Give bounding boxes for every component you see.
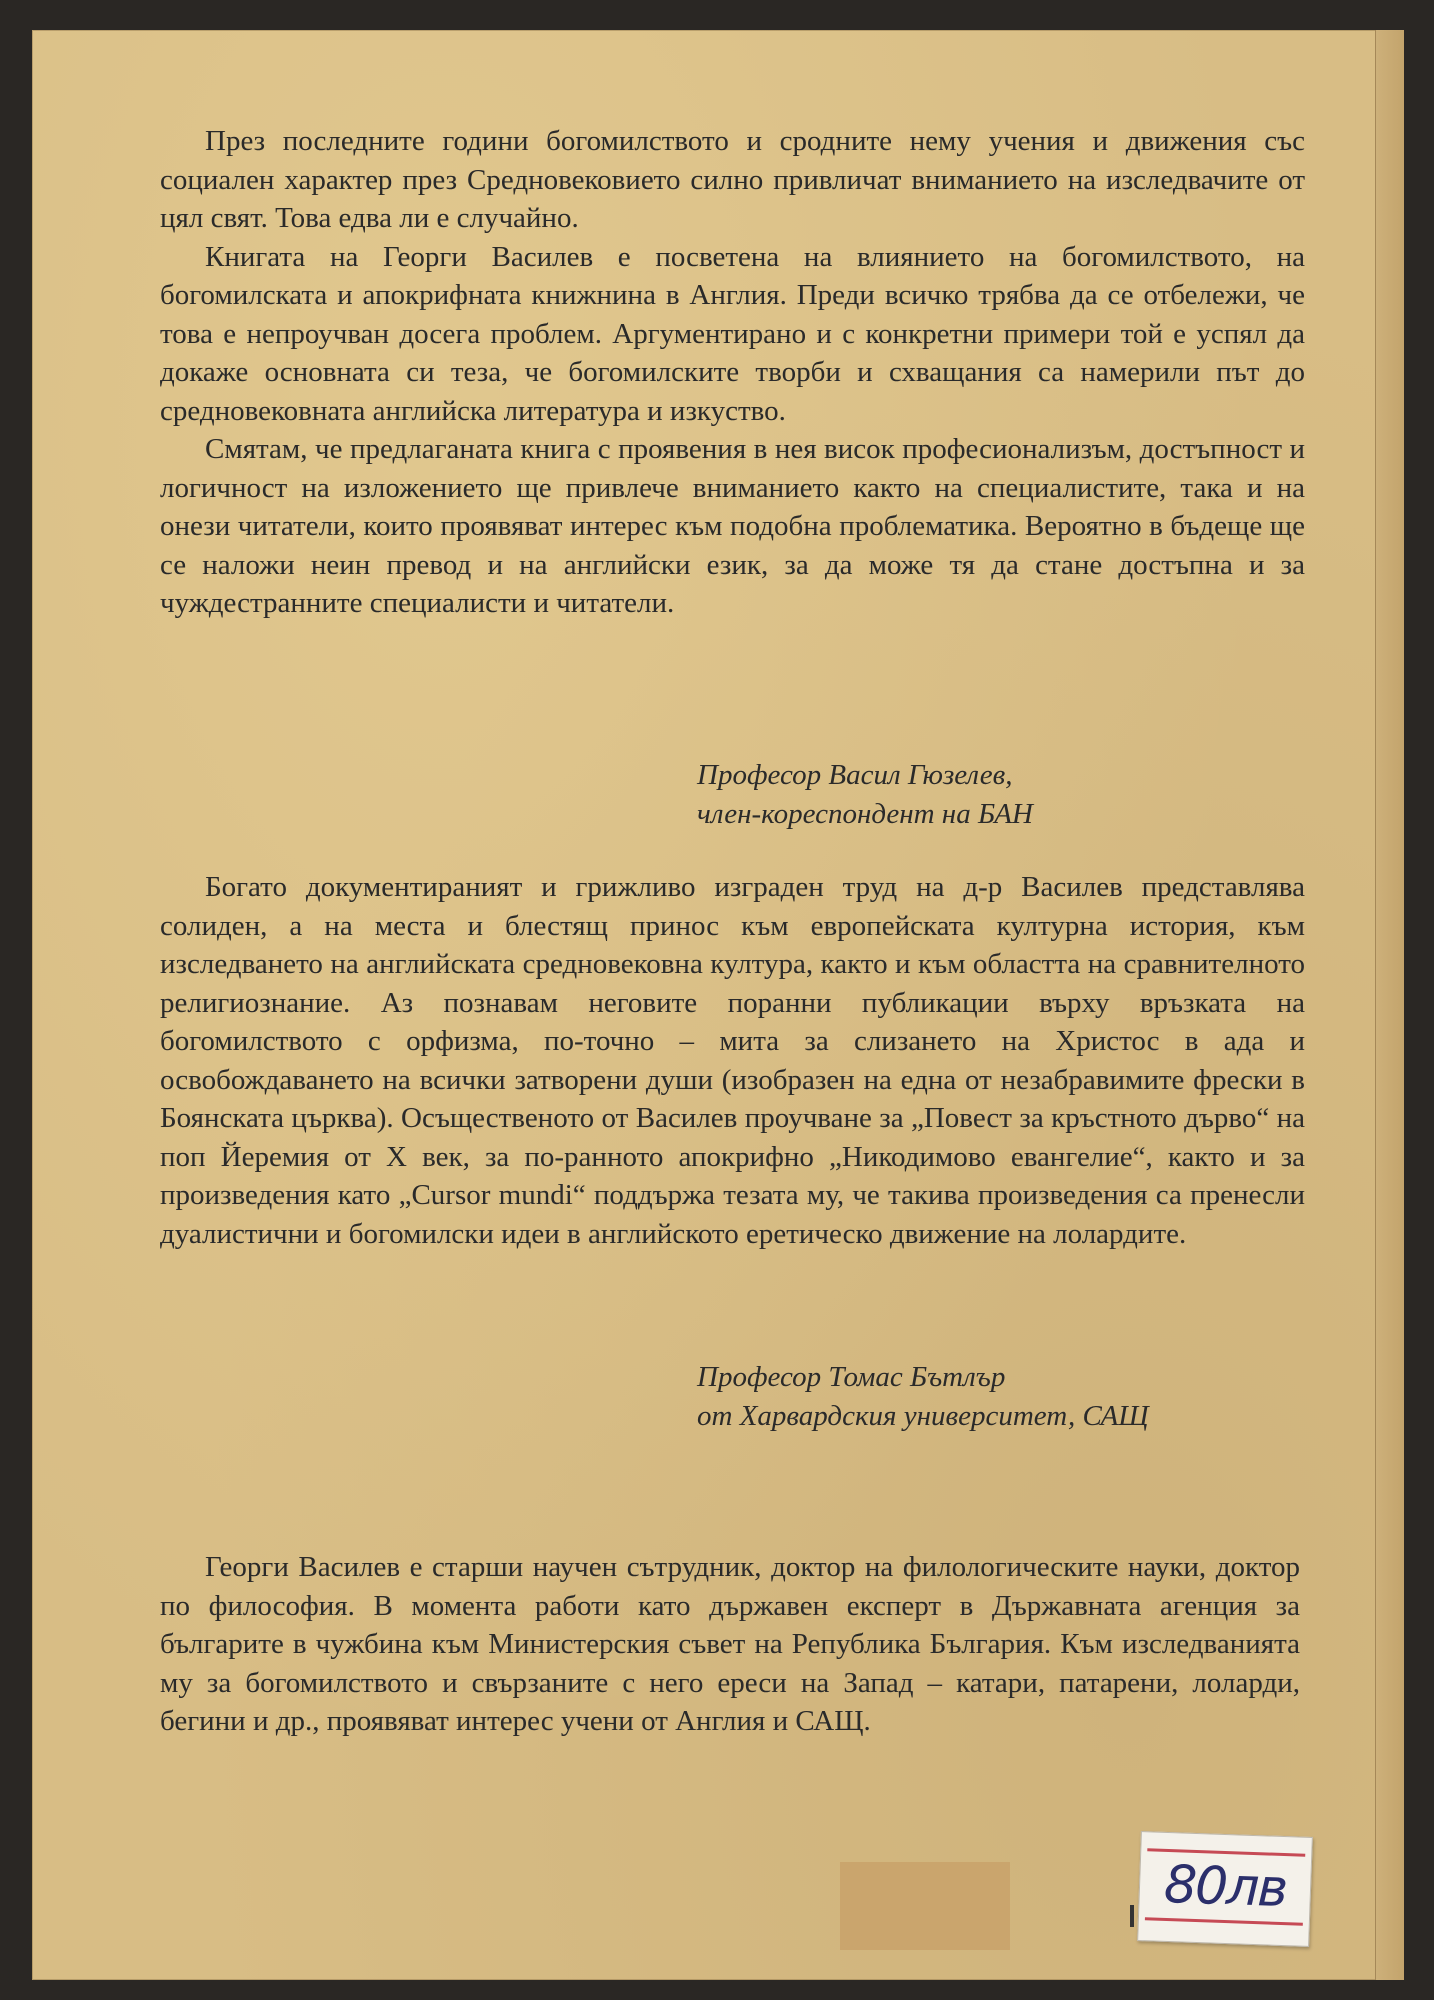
review-1-signature: [697, 756, 1033, 833]
review-1-text: [160, 122, 1305, 623]
price-text: 80лв: [1163, 1854, 1288, 1920]
page-edge: [1375, 30, 1404, 1980]
review-1-signature-title: член-кореспондент на БАН: [697, 797, 1033, 830]
cover-stain: [840, 1862, 1010, 1950]
review-2-text: [160, 868, 1305, 1253]
barcode-fragment: [1130, 1905, 1134, 1927]
review-2-signature: [697, 1358, 1149, 1435]
review-1-paragraph-2: Книгата на Георги Василев е посветена на влиянието на богомилството, на богомилската и апокрифната книжнина в Англия. Преди всичко трябва да се отбележи, че това е непроучван досега проблем. Аргументирано и с конкретни примери той е успял да докаже основната си теза, че богомилските творби и схващания са намерили път до средновековната английска литература и изкуство.: [160, 240, 1305, 427]
review-2-paragraph-1: Богато документираният и грижливо изграден труд на д-р Василев представлява солиден, а на места и блестящ принос към европейската културна история, към изследването на английската средновековна култура, както и към областта на сравнителното религиознание. Аз познавам неговите поранни публикации върху връзката на богомилството с орфизма, по-точно – мита за слизането на Христос в ада и освобождаването на всички затворени души (изобразен на една от незабравимите фрески в Боянската църква). Осъщественото от Василев проучване за „Повест за кръстното дърво“ на поп Йеремия от X век, за по-ранното апокрифно „Никодимово евангелие“, както и за произведения като „Cursor mundi“ поддържа тезата му, че такива произведения са пренесли дуалистични и богомилски идеи в английското еретическо движение на лолардите.: [160, 871, 1305, 1250]
author-bio: [160, 1548, 1300, 1741]
review-2-signature-name: Професор Томас Бътлър: [697, 1361, 1006, 1393]
review-2-signature-title: от Харвардския университет, САЩ: [697, 1399, 1149, 1432]
review-1-signature-name: Професор Васил Гюзелев,: [697, 759, 1013, 791]
author-bio-paragraph: Георги Василев е старши научен сътрудник, доктор на филологическите науки, доктор по философия. В момента работи като държавен експерт в Държавната агенция за българите в чужбина към Министерския съвет на Република България. Към изследванията му за богомилството и свързаните с него ереси на Запад – катари, патарени, лоларди, бегини и др., проявяват интерес учени от Англия и САЩ.: [160, 1551, 1300, 1737]
price-sticker: [1137, 1831, 1313, 1947]
review-1-paragraph-3: Смятам, че предлаганата книга с проявения в нея висок професионализъм, достъпност и логичност на изложението ще привлече вниманието както на специалистите, така и на онези читатели, които проявяват интерес към подобна проблематика. Вероятно в бъдеще ще се наложи неин превод и на английски език, за да може тя да стане достъпна и за чуждестранните специалисти и читатели.: [160, 433, 1305, 619]
review-1-paragraph-1: През последните години богомилството и сродните нему учения и движения със социален характер през Средновековието силно привличат вниманието на изследвачите от цял свят. Това едва ли е случайно.: [160, 125, 1305, 234]
